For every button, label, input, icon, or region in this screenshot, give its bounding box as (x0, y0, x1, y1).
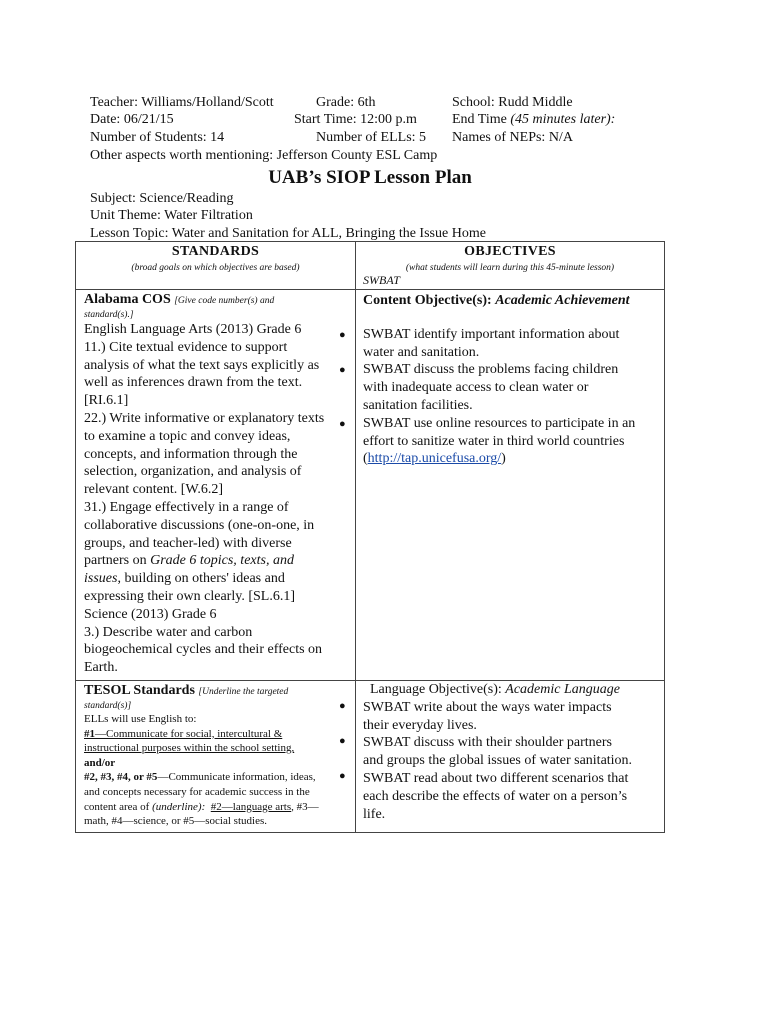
end-time-line: End Time (45 minutes later): (452, 112, 616, 127)
alabama-cos-title: Alabama COS (84, 292, 175, 307)
unicef-link[interactable]: http://tap.unicefusa.org/ (367, 451, 502, 467)
alabama-cos-line: groups, and teacher-led) with diverse (84, 535, 292, 551)
bullet-1: ● (339, 329, 346, 341)
alabama-cos-line: expressing their own clearly. [SL.6.1] (84, 588, 295, 604)
table-border-right (664, 241, 665, 833)
alabama-cos-line: to examine a topic and convey ideas, (84, 428, 291, 444)
bullet-5: ● (339, 735, 346, 747)
content-objectives-title: Content Objective(s): Academic Achievement (363, 293, 630, 308)
alabama-cos-note-2: standard(s).] (84, 310, 134, 320)
content-link-line: (http://tap.unicefusa.org/) (363, 451, 506, 467)
table-border-top (75, 241, 665, 242)
content-objective-line: water and sanitation. (363, 344, 480, 360)
school-line: School: Rudd Middle (452, 95, 573, 110)
alabama-cos-note: [Give code number(s) and (174, 296, 275, 306)
content-objectives-lines (363, 326, 661, 451)
alabama-cos-line: biogeochemical cycles and their effects on (84, 642, 323, 658)
alabama-cos-line: Science (2013) Grade 6 (84, 606, 217, 622)
tesol-standard-2: #2, #3, #4, or #5—Communicate information, ideas, (84, 771, 316, 784)
alabama-cos-lines-2 (84, 588, 352, 677)
swbat-label: SWBAT (363, 273, 400, 287)
alabama-cos-line: 3.) Describe water and carbon (84, 624, 253, 640)
start-time-line: Start Time: 12:00 p.m (294, 112, 417, 127)
tesol-standard-2-line-3: content area of (underline): #2—language arts, #3— (84, 800, 319, 813)
language-objective-line: and groups the global issues of water sanitation. (363, 753, 633, 769)
alabama-cos-line: analysis of what the text says explicitly as (84, 357, 320, 373)
content-objective-line: SWBAT identify important information about (363, 326, 620, 342)
teacher-line: Teacher: Williams/Holland/Scott (90, 95, 274, 110)
date-line: Date: 06/21/15 (90, 112, 174, 127)
table-column-divider (355, 241, 356, 833)
alabama-cos-line: selection, organization, and analysis of (84, 464, 302, 480)
bullet-2: ● (339, 364, 346, 376)
grade-line: Grade: 6th (316, 95, 376, 110)
table-border-left (75, 241, 76, 833)
table-row-divider-1 (75, 289, 665, 290)
names-neps-line: Names of NEPs: N/A (452, 130, 573, 145)
bullet-3: ● (339, 418, 346, 430)
content-objective-line: sanitation facilities. (363, 397, 473, 413)
language-objective-line: SWBAT write about the ways water impacts (363, 699, 612, 715)
tesol-standards-cell: TESOL Standards [Underline the targeted standard(s)] ELLs will use English to: #1—Communicate for social, intercultural & instructional purposes within the school setting, and/or #2, #3, #4, or #5—Communicate information, ideas, and concepts necessary for academic success in the content area of (underline): #2—language arts, #3— math, #4—science, or #5—social studies. (84, 683, 352, 829)
language-objective-line: each describe the effects of water on a person’s (363, 788, 628, 804)
tesol-standard-2-line-2: and concepts necessary for academic success in the (84, 785, 310, 798)
objectives-header: OBJECTIVES (464, 244, 556, 259)
language-objectives-title: Language Objective(s): Academic Language (370, 682, 620, 697)
tesol-title: TESOL Standards (84, 683, 199, 698)
objectives-note: (what students will learn during this 45-minute lesson) (405, 263, 615, 273)
alabama-cos-lines (84, 321, 352, 552)
lesson-topic-line: Lesson Topic: Water and Sanitation for ALL, Bringing the Issue Home (90, 226, 486, 241)
alabama-cos-line: 22.) Write informative or explanatory texts (84, 410, 325, 426)
table-border-bottom (75, 832, 665, 833)
language-objectives-cell (363, 681, 661, 823)
tesol-ells: ELLs will use English to: (84, 713, 197, 725)
standards-header: STANDARDS (171, 244, 260, 259)
language-objective-line: life. (363, 806, 386, 822)
alabama-partners-line: partners on Grade 6 topics, texts, and (84, 553, 294, 569)
subject-line: Subject: Science/Reading (90, 191, 234, 206)
unit-theme-line: Unit Theme: Water Filtration (90, 208, 253, 223)
alabama-cos-line: 31.) Engage effectively in a range of (84, 499, 289, 515)
other-aspects-line: Other aspects worth mentioning: Jefferson County ESL Camp (90, 148, 438, 163)
language-objective-line: SWBAT read about two different scenarios that (363, 770, 629, 786)
tesol-standard-1: #1—Communicate for social, intercultural & (84, 727, 283, 740)
alabama-cos-line: well as inferences drawn from the text. (84, 375, 303, 391)
alabama-cos-line: [RI.6.1] (84, 393, 129, 409)
content-objective-line: SWBAT discuss the problems facing children (363, 362, 619, 378)
bullet-6: ● (339, 770, 346, 782)
num-ells-line: Number of ELLs: 5 (316, 130, 427, 145)
content-objective-line: effort to sanitize water in third world countries (363, 433, 625, 449)
language-objectives-lines (363, 699, 661, 824)
alabama-cos-line: concepts, and information through the (84, 446, 298, 462)
alabama-issues-line: issues, building on others' ideas and (84, 571, 285, 587)
alabama-cos-line: Earth. (84, 660, 118, 676)
language-objective-line: SWBAT discuss with their shoulder partners (363, 735, 612, 751)
tesol-standard-1-line-2: instructional purposes within the school setting, (84, 742, 295, 755)
alabama-cos-line: collaborative discussions (one-on-one, in (84, 517, 315, 533)
alabama-cos-cell (84, 292, 352, 677)
bullet-4: ● (339, 700, 346, 712)
num-students-line: Number of Students: 14 (90, 130, 225, 145)
content-objective-line: SWBAT use online resources to participate in an (363, 415, 636, 431)
tesol-standard-2-line-4: math, #4—science, or #5—social studies. (84, 815, 267, 828)
page-title: UAB’s SIOP Lesson Plan (268, 167, 472, 188)
standards-note: (broad goals on which objectives are based) (131, 263, 300, 273)
alabama-cos-line: 11.) Cite textual evidence to support (84, 339, 288, 355)
alabama-cos-line: relevant content. [W.6.2] (84, 482, 224, 498)
language-objective-line: their everyday lives. (363, 717, 477, 733)
tesol-andor: and/or (84, 756, 116, 769)
content-objectives-cell (363, 292, 661, 468)
content-objective-line: with inadequate access to clean water or (363, 380, 589, 396)
alabama-cos-line: English Language Arts (2013) Grade 6 (84, 322, 302, 337)
